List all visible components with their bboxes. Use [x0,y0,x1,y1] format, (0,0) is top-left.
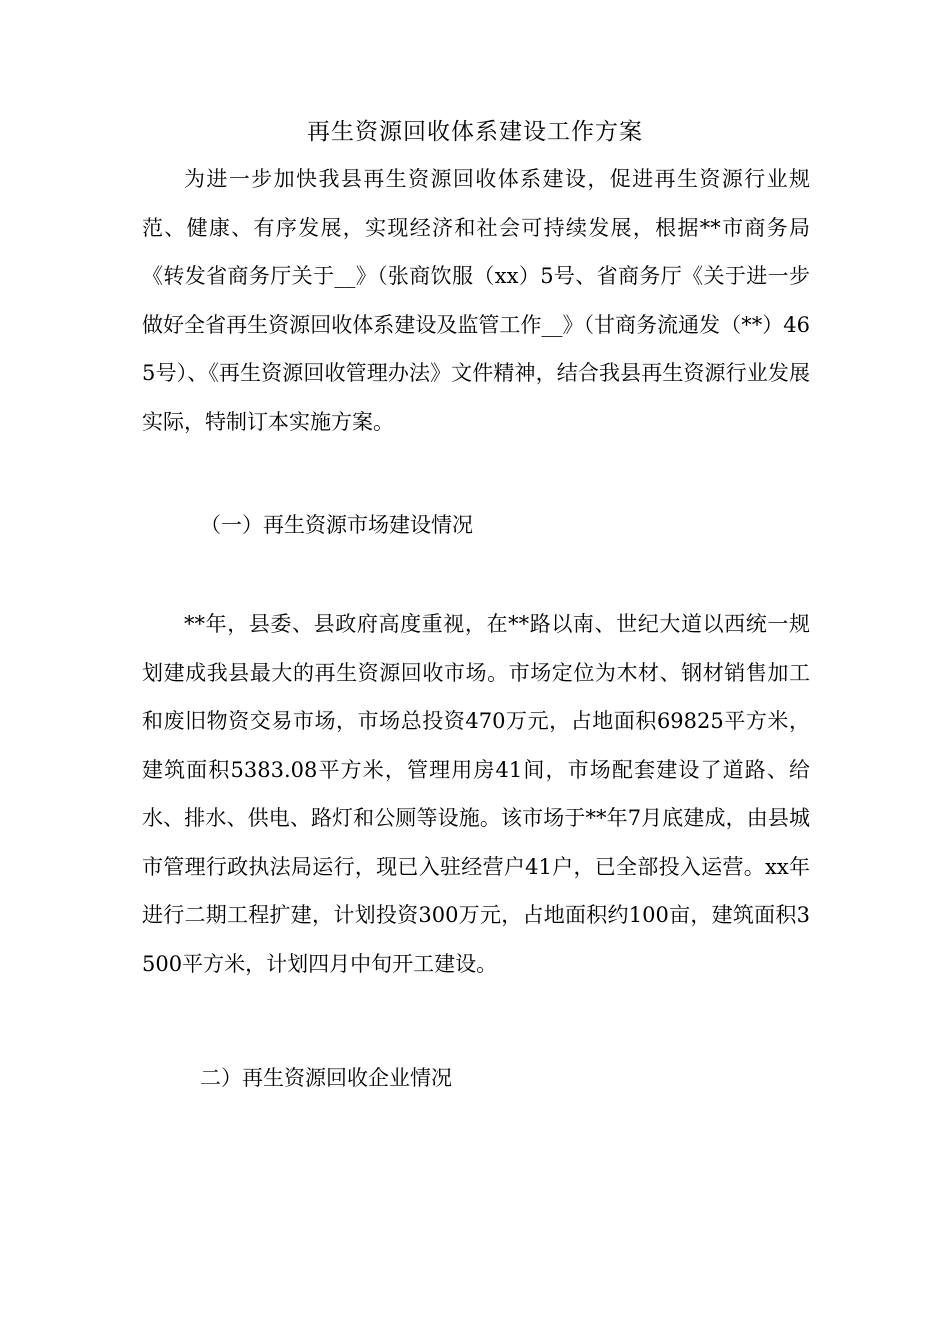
market-paragraph: **年，县委、县政府高度重视，在**路以南、世纪大道以西统一规划建成我县最大的再生资源回收市场。市场定位为木材、钢材销售加工和废旧物资交易市场，市场总投资470万元，占地面积69825平方米，建筑面积5383.08平方米，管理用房41间，市场配套建设了道路、给水、排水、供电、路灯和公厕等设施。该市场于**年7月底建成，由县城市管理行政执法局运行，现已入驻经营户41户，已全部投入运营。xx年进行二期工程扩建，计划投资300万元，占地面积约100亩，建筑面积3500平方米，计划四月中旬开工建设。 [142,612,810,976]
document-title: 再生资源回收体系建设工作方案 [307,119,643,145]
section-heading-market: （一）再生资源市场建设情况 [200,513,473,537]
intro-paragraph: 为进一步加快我县再生资源回收体系建设，促进再生资源行业规范、健康、有序发展，实现经济和社会可持续发展，根据**市商务局《转发省商务厅关于__》（张商饮服（xx）5号、省商务厅《关于进一步做好全省再生资源回收体系建设及监管工作__》（甘商务流通发（**）465号）、《再生资源回收管理办法》文件精神，结合我县再生资源行业发展实际，特制订本实施方案。 [142,167,810,434]
section-heading-enterprises: 二）再生资源回收企业情况 [200,1066,452,1090]
